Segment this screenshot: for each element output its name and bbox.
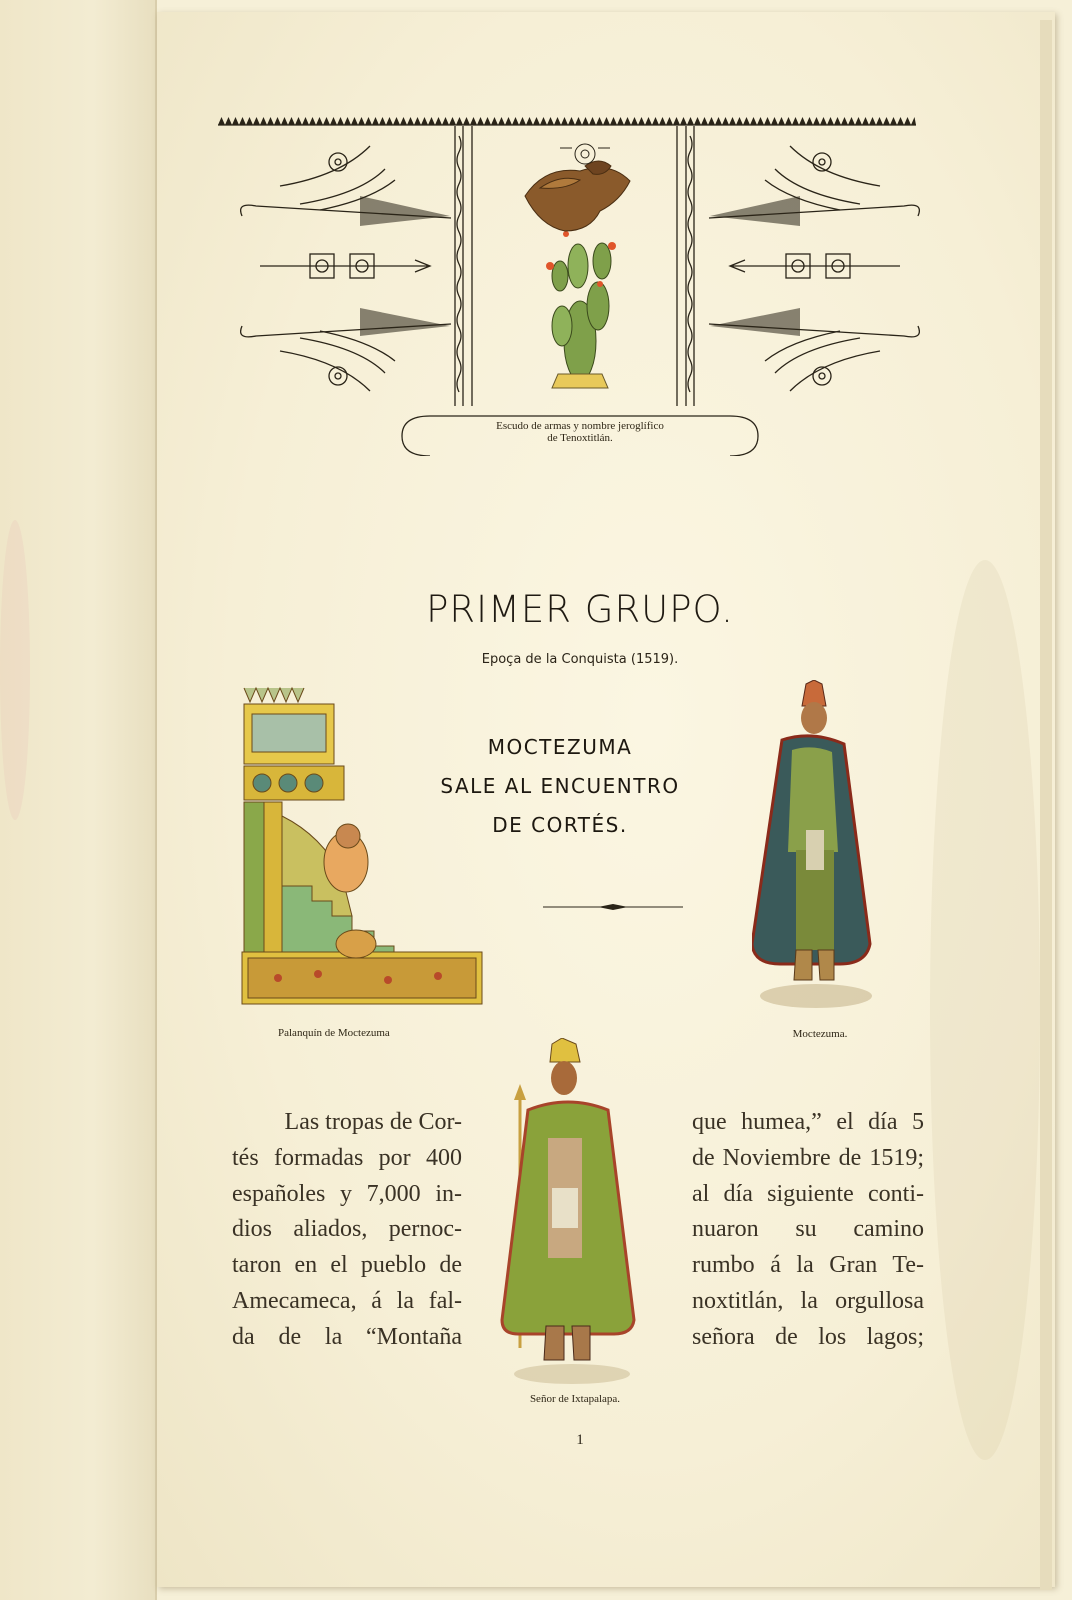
text-line: que humea,” el día 5 <box>692 1109 924 1135</box>
body-text-right-column <box>692 1105 924 1356</box>
page-number: 1 <box>576 1432 584 1448</box>
headline-line: DE CORTÉS. <box>492 813 628 837</box>
zigzag-border <box>218 112 916 126</box>
emblem-caption <box>430 420 730 444</box>
emblem-caption-line1: Escudo de armas y nombre jeroglífico <box>496 420 664 432</box>
text-line: rumbo á la Gran Te- <box>692 1252 924 1279</box>
paper-stain <box>0 520 30 820</box>
page-edge <box>1040 20 1052 1590</box>
paper-stain <box>930 560 1040 1460</box>
ixtapalapa-caption: Señor de Ixtapalapa. <box>529 1393 621 1405</box>
section-title: PRIMER GRUPO. <box>426 588 734 631</box>
palanquin-illustration <box>238 686 486 1008</box>
headline-line: MOCTEZUMA <box>487 735 633 759</box>
section-subtitle: Epoça de la Conquista (1519). <box>481 652 679 667</box>
text-line: de Noviembre de 1519; <box>692 1144 924 1171</box>
body-text-left-column <box>232 1105 462 1356</box>
text-line: al día siguiente conti- <box>692 1180 924 1207</box>
text-line: Las tropas de Cor- <box>284 1109 462 1135</box>
emblem-caption-line2: de Tenoxtitlán. <box>547 432 613 444</box>
moctezuma-illustration <box>752 680 880 1010</box>
text-line: Amecameca, á la fal- <box>232 1287 462 1314</box>
text-line: señora de los lagos; <box>692 1323 924 1350</box>
book-binding-edge <box>0 0 157 1600</box>
moctezuma-caption: Moctezuma. <box>792 1028 848 1040</box>
text-line: taron en el pueblo de <box>232 1252 462 1279</box>
ixtapalapa-lord-illustration <box>500 1038 640 1388</box>
text-line: noxtitlán, la orgullosa <box>692 1287 924 1314</box>
text-line: dios aliados, pernoc- <box>232 1216 462 1243</box>
text-line: españoles y 7,000 in- <box>232 1180 462 1207</box>
text-line: nuaron su camino <box>692 1216 924 1243</box>
decorative-rule <box>543 903 683 911</box>
tenochtitlan-emblem-ornament <box>240 126 920 456</box>
headline-line: SALE AL ENCUENTRO <box>440 774 680 798</box>
text-line: tés formadas por 400 <box>232 1144 462 1171</box>
text-line: da de la “Montaña <box>232 1323 462 1350</box>
palanquin-caption: Palanquín de Moctezuma <box>278 1027 390 1039</box>
